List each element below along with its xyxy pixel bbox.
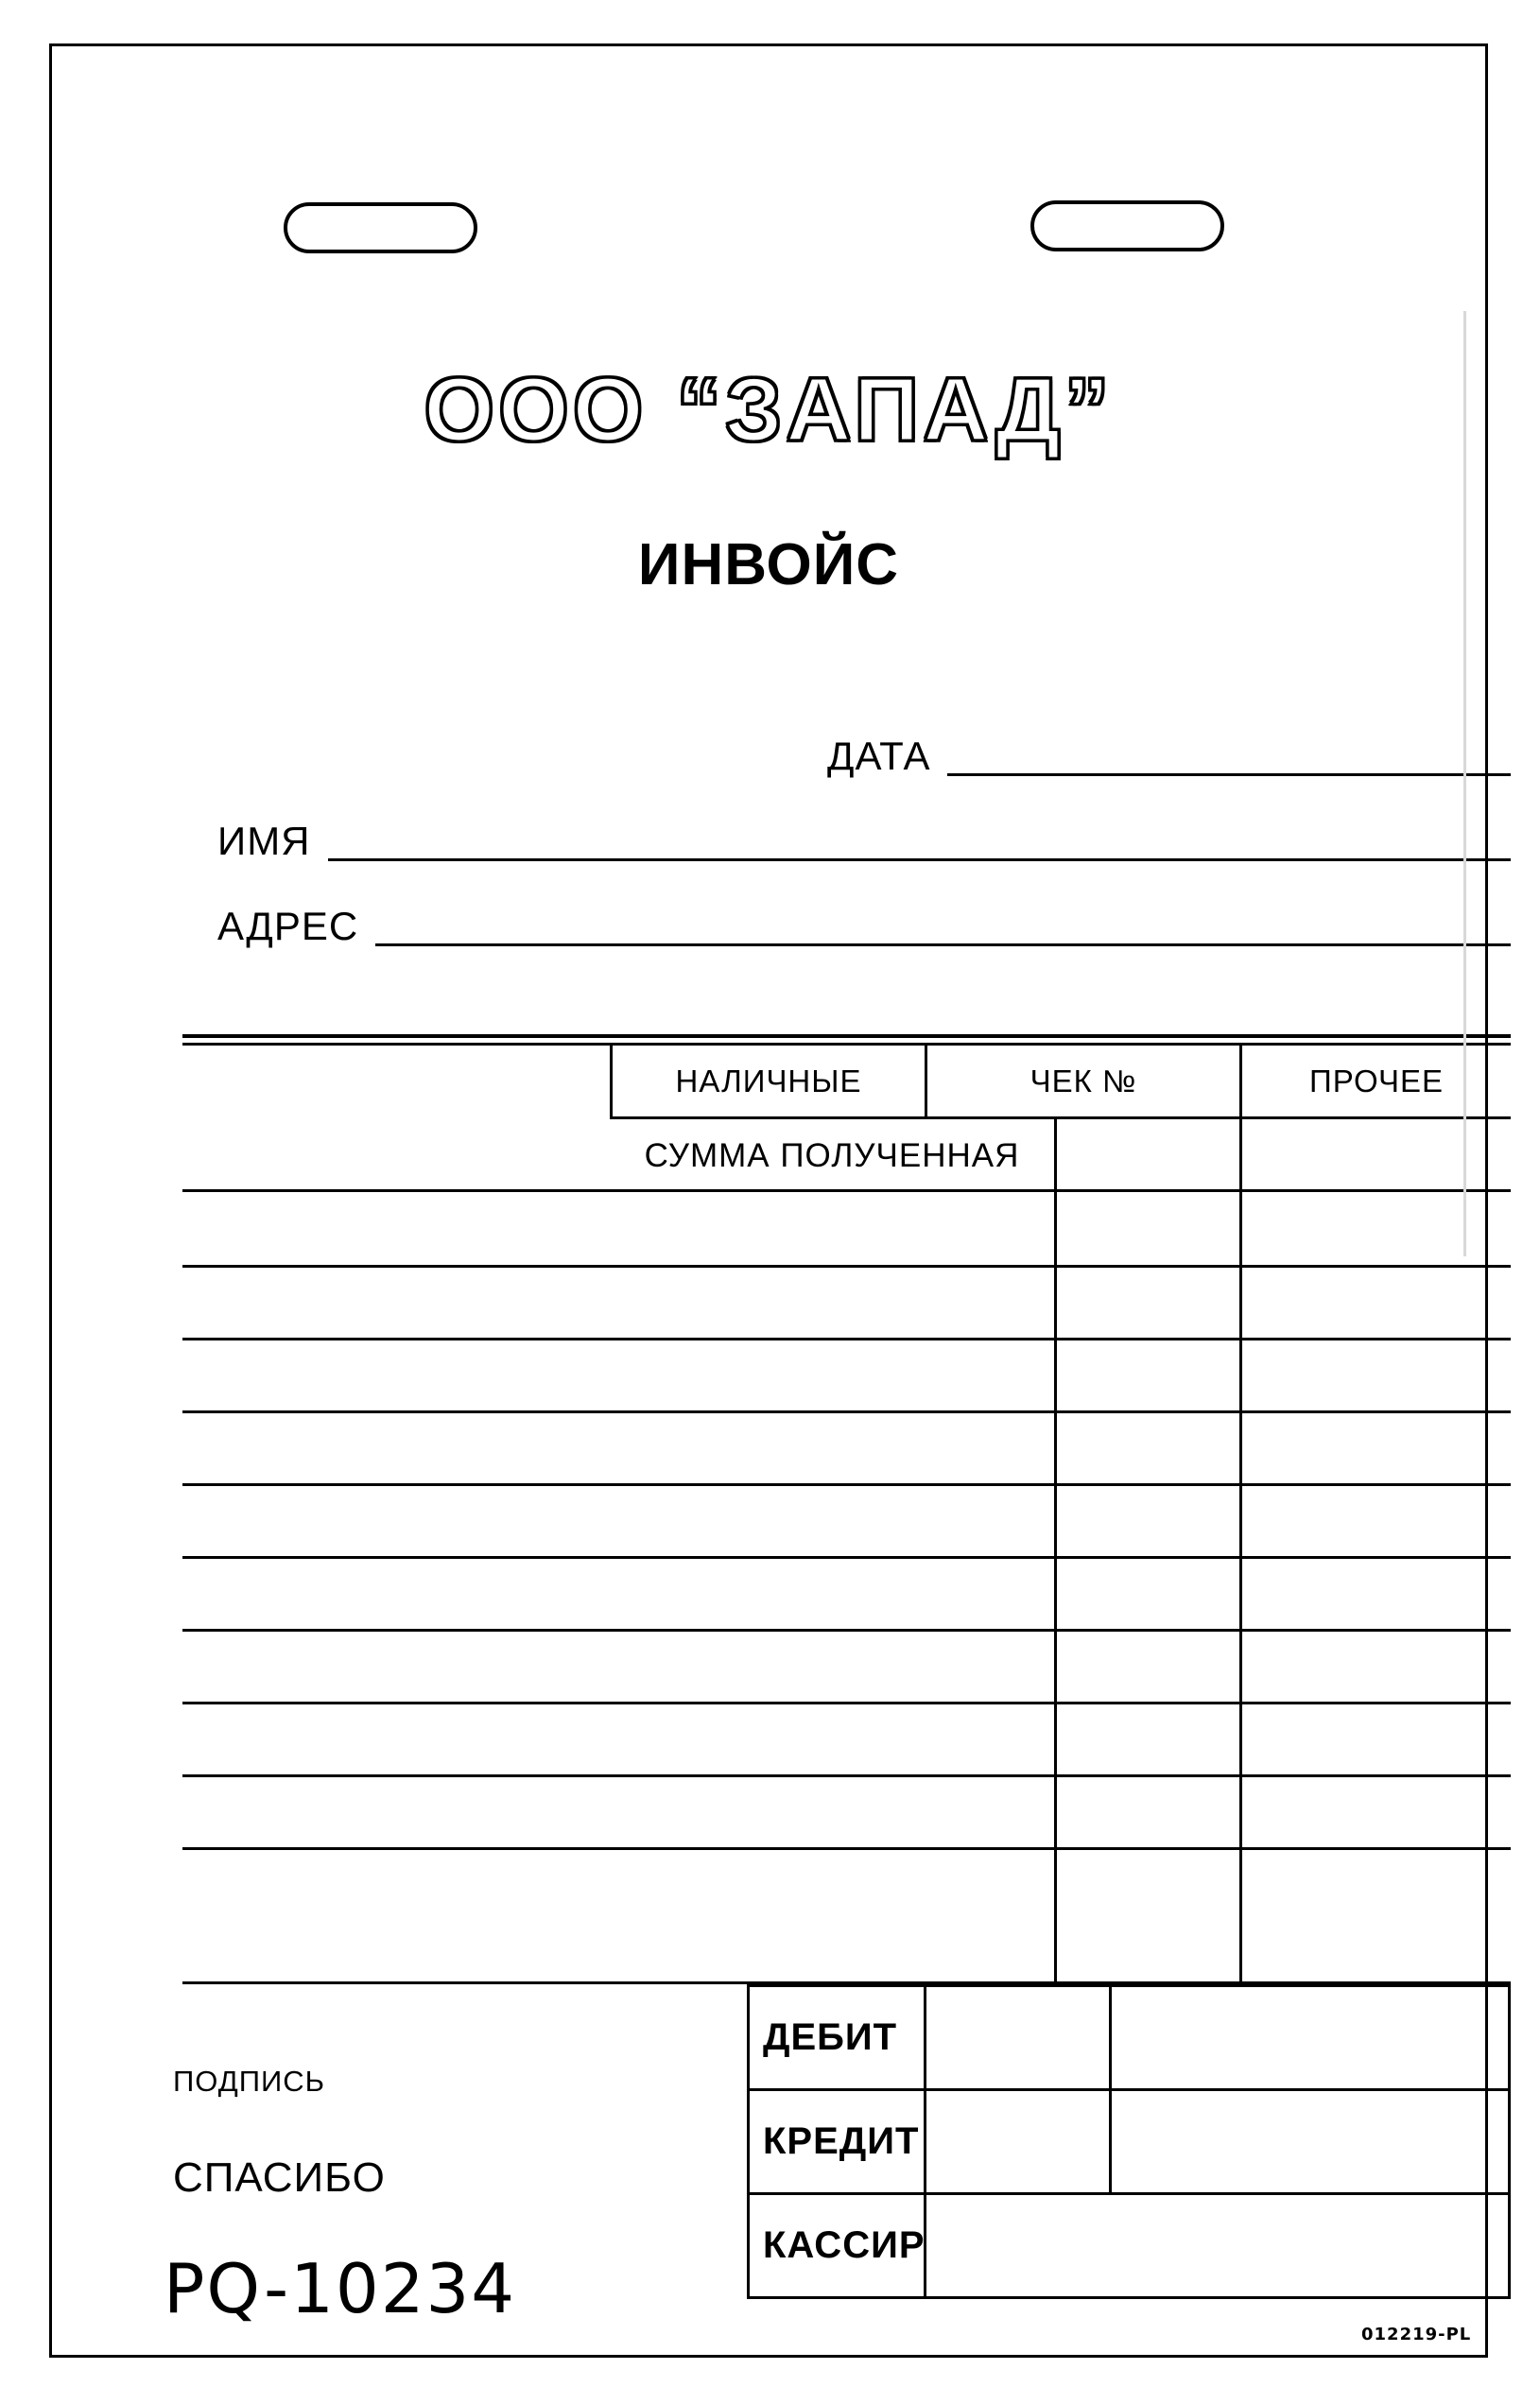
field-date[interactable]	[827, 736, 1511, 776]
invoice-table	[182, 1034, 1511, 1984]
scan-edge-artifact	[1463, 311, 1466, 1256]
invoice-form-sheet	[52, 46, 1485, 2355]
column-rule-check	[1054, 1119, 1057, 1984]
table-top-rule	[182, 1034, 1511, 1038]
item-row-line-6[interactable]	[182, 1629, 1511, 1632]
totals-label-credit[interactable]: КРЕДИТ	[747, 2088, 924, 2195]
invoice-page-frame	[49, 43, 1488, 2358]
amount-received-row	[182, 1119, 1511, 1192]
serial-number: PQ-10234	[164, 2249, 517, 2328]
totals-vertical-rule-right	[1508, 1984, 1511, 2299]
header-cell-check[interactable]: ЧЕК №	[925, 1046, 1239, 1119]
item-row-line-3[interactable]	[182, 1410, 1511, 1413]
item-row-line-9[interactable]	[182, 1847, 1511, 1850]
binder-slot-right-icon	[1030, 200, 1224, 251]
totals-vertical-rule-2	[1109, 1984, 1112, 2195]
field-address[interactable]	[217, 904, 1511, 948]
field-name-line[interactable]	[328, 853, 1511, 861]
print-code: 012219-PL	[1361, 2325, 1472, 2344]
totals-label-debit[interactable]: ДЕБИТ	[747, 1984, 924, 2091]
signature-label: ПОДПИСЬ	[173, 2065, 326, 2098]
totals-block	[747, 1984, 1511, 2306]
header-cell-other[interactable]: ПРОЧЕЕ	[1239, 1046, 1511, 1119]
amount-received-label: СУММА ПОЛУЧЕННАЯ	[644, 1136, 1020, 1174]
item-row-line-5[interactable]	[182, 1556, 1511, 1559]
binder-slot-left-icon	[284, 202, 477, 253]
item-row-line-1[interactable]	[182, 1265, 1511, 1268]
item-row-line-2[interactable]	[182, 1338, 1511, 1340]
header-cell-cash[interactable]: НАЛИЧНЫЕ	[610, 1046, 925, 1119]
item-row-line-7[interactable]	[182, 1702, 1511, 1704]
field-address-label: АДРЕС	[217, 904, 359, 948]
document-title: ИНВОЙС	[637, 532, 900, 597]
company-name: ООО “ЗАПАД”	[424, 359, 1114, 460]
item-row-line-8[interactable]	[182, 1774, 1511, 1777]
column-rule-other	[1239, 1119, 1242, 1984]
field-name-label: ИМЯ	[217, 819, 311, 863]
field-address-line[interactable]	[375, 938, 1511, 946]
item-row-line-4[interactable]	[182, 1483, 1511, 1486]
field-date-label: ДАТА	[827, 734, 931, 778]
field-name[interactable]	[217, 819, 1511, 863]
totals-label-cashier[interactable]: КАССИР	[747, 2192, 924, 2299]
field-date-line[interactable]	[947, 768, 1511, 776]
thanks-label: СПАСИБО	[173, 2154, 386, 2201]
payment-method-header-row	[182, 1046, 1511, 1119]
